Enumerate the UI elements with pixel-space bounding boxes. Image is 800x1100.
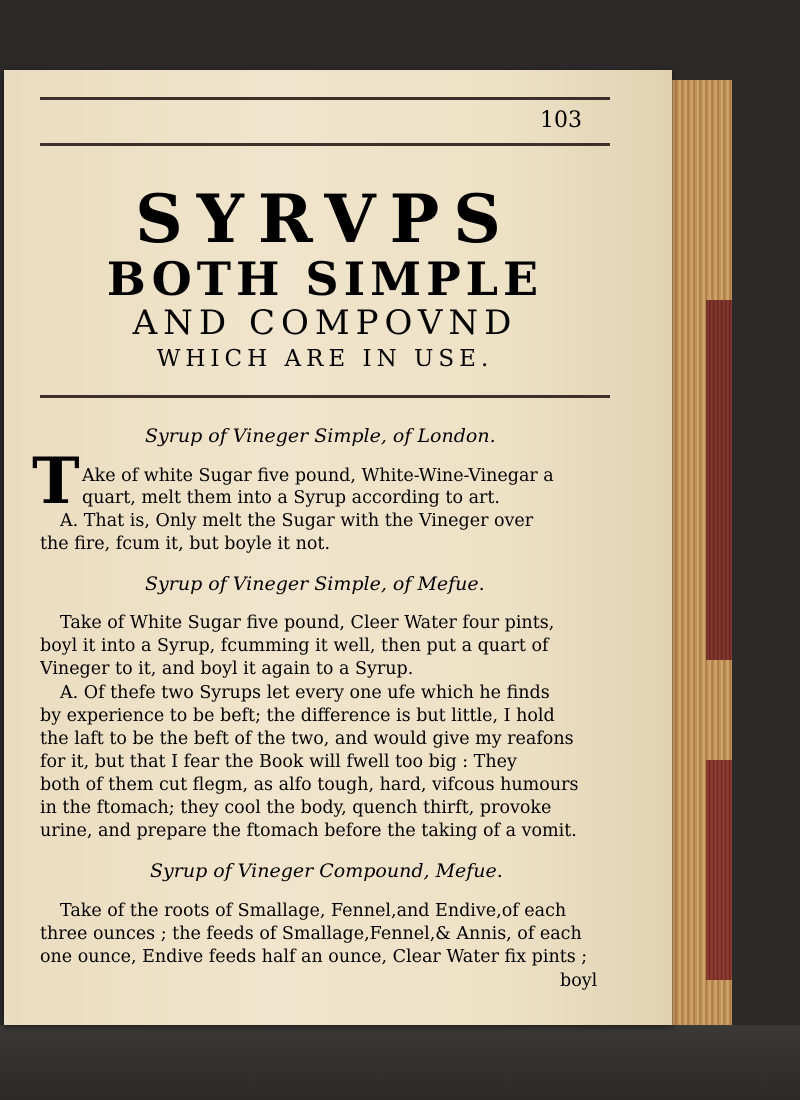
page-number: 103	[540, 108, 582, 133]
title-line-3: AND COMPOVND	[132, 303, 518, 343]
header-rule	[40, 143, 610, 146]
text-line: Vineger to it, and boyl it again to a Syrup.	[40, 659, 414, 679]
book-edge-marbling-lower	[706, 760, 732, 980]
text-line: the laft to be the beft of the two, and would give my reafons	[40, 729, 574, 749]
section-heading: Syrup of Vineger Simple, of London.	[145, 425, 496, 447]
text-line: A. That is, Only melt the Sugar with the Vineger over	[60, 511, 534, 531]
backdrop	[0, 1025, 800, 1100]
text-line: Take of the roots of Smallage, Fennel,and Endive,of each	[60, 901, 567, 921]
title-line-1: SYRVPS	[135, 180, 515, 258]
text-line: one ounce, Endive feeds half an ounce, Clear Water fix pints ;	[40, 947, 588, 967]
section-heading: Syrup of Vineger Compound, Mefue.	[150, 860, 503, 882]
text-line: Ake of white Sugar five pound, White-Wine-Vinegar a	[82, 466, 554, 486]
title-rule	[40, 395, 610, 398]
text-line: for it, but that I fear the Book will fwell too big : They	[40, 752, 517, 772]
text-line: A. Of thefe two Syrups let every one ufe which he finds	[60, 683, 550, 703]
book-edge-marbling	[706, 300, 732, 660]
title-line-2: BOTH SIMPLE	[106, 252, 544, 306]
text-line: Take of White Sugar five pound, Cleer Water four pints,	[60, 613, 555, 633]
drop-cap: T	[32, 444, 80, 519]
text-line: in the ftomach; they cool the body, quench thirft, provoke	[40, 798, 552, 818]
text-line: by experience to be beft; the difference is but little, I hold	[40, 706, 555, 726]
section-heading: Syrup of Vineger Simple, of Mefue.	[145, 573, 485, 595]
top-rule	[40, 97, 610, 100]
title-line-4: WHICH ARE IN USE.	[156, 346, 494, 372]
text-line: boyl it into a Syrup, fcumming it well, then put a quart of	[40, 636, 549, 656]
text-line: quart, melt them into a Syrup according to art.	[82, 488, 500, 508]
text-line: both of them cut flegm, as alfo tough, hard, vifcous humours	[40, 775, 579, 795]
text-line: urine, and prepare the ftomach before the taking of a vomit.	[40, 821, 577, 841]
catchword: boyl	[560, 971, 598, 991]
text-line: three ounces ; the feeds of Smallage,Fennel,& Annis, of each	[40, 924, 582, 944]
text-line: the fire, fcum it, but boyle it not.	[40, 534, 331, 554]
